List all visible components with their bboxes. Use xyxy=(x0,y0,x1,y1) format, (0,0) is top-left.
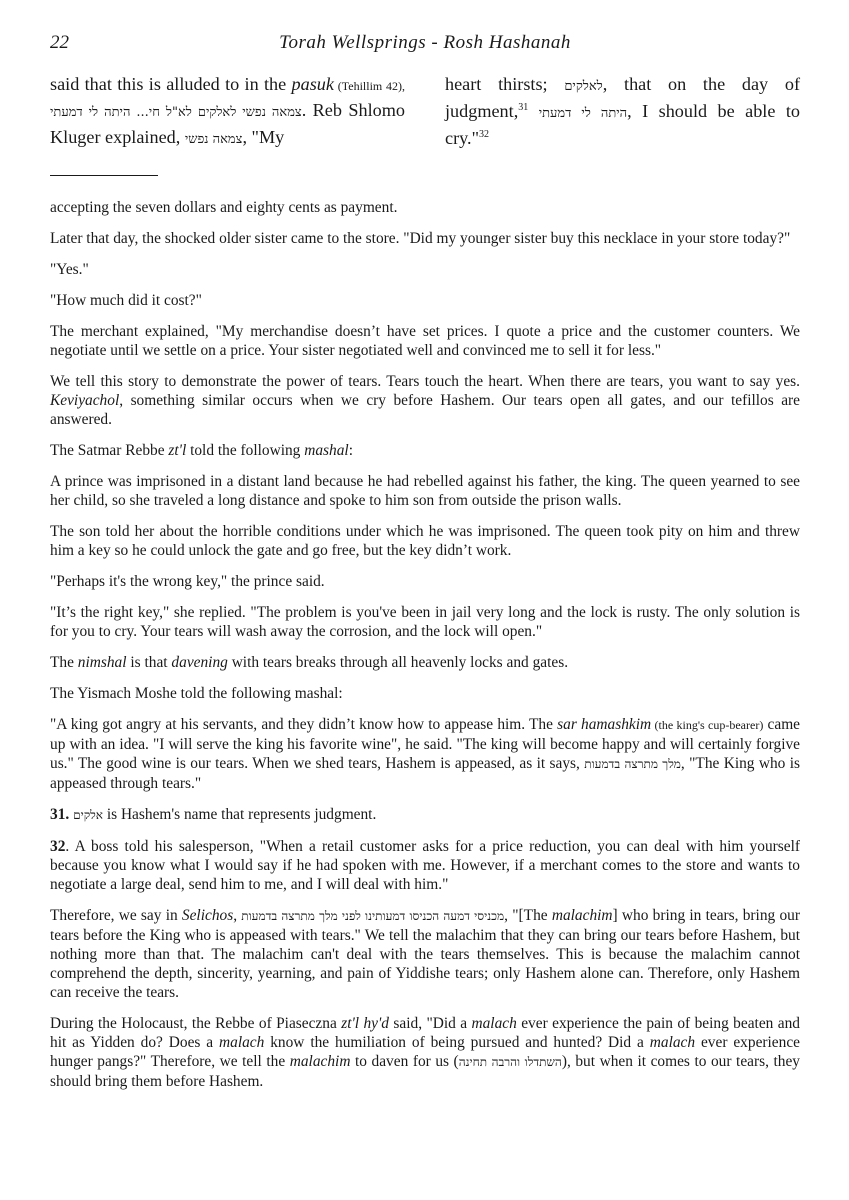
footnote-paragraph xyxy=(50,372,800,429)
italic-term: davening xyxy=(171,654,228,671)
footnote-paragraph: The son told her about the horrible conditions under which he was imprisoned. The queen took pity on him and threw him a key so he could unlock the gate and go free, but the key didn’t work. xyxy=(50,523,800,559)
italic-term: pasuk xyxy=(291,74,334,94)
hebrew-quote: לאלקים xyxy=(564,79,603,94)
text-run: . Reb Shlomo Kluger explained, xyxy=(50,100,405,147)
hebrew-quote: מכניסי דמעה הכניסו דמעותינו לפני מלך מתרצה בדמעות xyxy=(241,909,505,923)
page-header xyxy=(50,32,800,60)
text-run: , "My xyxy=(242,127,285,147)
footnote-paragraph: "How much did it cost?" xyxy=(50,292,202,309)
text-run: , "[The xyxy=(504,907,552,924)
text-run: to daven for us ( xyxy=(350,1053,459,1070)
text-run: said that this is alluded to in the xyxy=(50,74,292,94)
text-run: came up with an idea. "I will serve the king his favorite wine", he said. "The king will become happy and will certainly forgive us." The good wine is our tears. When we shed tears, Hashem is appeased, as it says, xyxy=(50,716,800,772)
footnote-marker[interactable]: 32 xyxy=(479,128,490,140)
italic-term: malachim xyxy=(551,907,613,924)
text-run: know the humiliation of being pursued and hunted? Did a xyxy=(264,1034,650,1051)
italic-term: sar hamashkim xyxy=(557,716,652,733)
main-text-right-column xyxy=(445,72,800,150)
text-run: heart thirsts; xyxy=(445,74,565,94)
hebrew-quote: היתה לי דמעתי xyxy=(538,106,628,121)
main-text-columns xyxy=(50,72,800,152)
footnote-paragraph: A prince was imprisoned in a distant land because he had rebelled against his father, the king. The queen yearned to see her child, so she traveled a long distance and spoke to him son from outside the prison walls. xyxy=(50,473,800,509)
hebrew-quote: צמאה נפשי לאלקים לא"ל חי... היתה לי דמעתי xyxy=(50,105,302,120)
italic-term: zt'l xyxy=(168,442,187,459)
citation: (Tehillim 42), xyxy=(333,79,405,93)
running-title: Torah Wellsprings - Rosh Hashanah xyxy=(279,32,571,53)
footnote-32 xyxy=(50,837,800,894)
text-run: "A king got angry at his servants, and they didn’t know how to appease him. The xyxy=(50,716,558,733)
text-run: , "The King who is appeased through tears." xyxy=(50,755,800,792)
italic-term: Selichos xyxy=(181,907,234,924)
text-run: , xyxy=(233,907,242,924)
text-run: ), but when it comes to our tears, they should bring them before Hashem. xyxy=(50,1053,800,1090)
italic-term: malach xyxy=(649,1034,696,1051)
footnote-paragraph xyxy=(50,653,800,672)
text-run: ever experience the pain of being beaten and hit as Yidden do? Does a xyxy=(50,1015,800,1051)
parenthetical-note: (the king's cup-bearer) xyxy=(651,718,764,732)
footnote-paragraph xyxy=(50,441,800,460)
footnote-separator xyxy=(50,175,158,176)
text-run xyxy=(528,101,538,121)
italic-term: nimshal xyxy=(77,654,127,671)
text-run: is Hashem's name that represents judgment. xyxy=(102,806,377,823)
footnote-number: 31 xyxy=(50,806,66,823)
hebrew-quote: צמאה נפשי xyxy=(184,132,243,147)
main-text-left-column xyxy=(50,72,405,152)
text-run: : xyxy=(348,442,353,459)
hebrew-quote: מלך מתרצה בדמעות xyxy=(584,757,681,771)
italic-term: malach xyxy=(219,1034,265,1051)
text-run: , that on the day of judgment, xyxy=(445,74,800,121)
footnote-number: 32 xyxy=(50,838,66,855)
text-run: , something similar occurs when we cry before Hashem. Our tears open all gates, and our tefillos are answered. xyxy=(50,392,800,428)
footnote-31: 31. אלקים is Hashem's name that represents judgment. xyxy=(50,806,377,823)
italic-term: malach xyxy=(471,1015,517,1032)
text-run: with tears breaks through all heavenly locks and gates. xyxy=(227,654,569,671)
footnote-paragraph: Later that day, the shocked older sister came to the store. "Did my younger sister buy this necklace in your store today?" xyxy=(50,230,791,247)
text-run: ever experience hunger pangs?" Therefore, we tell the xyxy=(50,1034,800,1070)
footnote-paragraph xyxy=(50,715,800,793)
text-run: said, "Did a xyxy=(388,1015,472,1032)
footnote-paragraph: "It’s the right key," she replied. "The problem is you've been in jail very long and the lock is rusty. The only solution is for you to cry. Your tears will wash away the corrosion, and the lock will open." xyxy=(50,604,800,640)
italic-term: Keviyachol xyxy=(50,392,120,409)
text-run: We tell this story to demonstrate the power of tears. Tears touch the heart. When there are tears, you want to say yes. xyxy=(50,373,800,390)
footnotes-section xyxy=(50,198,800,1103)
hebrew-quote: אלקים xyxy=(73,808,103,822)
text-run: Therefore, we say in xyxy=(50,907,182,924)
footnote-paragraph: accepting the seven dollars and eighty cents as payment. xyxy=(50,199,398,216)
hebrew-quote: השתדלו והרבה תחינה xyxy=(458,1055,562,1069)
italic-term: mashal xyxy=(304,442,349,459)
text-run: told the following xyxy=(186,442,305,459)
text-run: , I should be able to cry." xyxy=(445,101,801,148)
text-run: . A boss told his salesperson, "When a retail customer asks for a price reduction, you can deal with him yourself because you know what I would say if he had spoken with me. However, if a merchant comes to the store and wants to negotiate a large deal, send him to me, and I will deal with him." xyxy=(50,838,800,893)
footnote-paragraph: The Yismach Moshe told the following mashal: xyxy=(50,685,343,702)
footnote-marker[interactable]: 31 xyxy=(518,101,529,113)
footnote-paragraph xyxy=(50,1014,800,1091)
italic-term: malachim xyxy=(289,1053,351,1070)
text-run: is that xyxy=(126,654,172,671)
text-run: During the Holocaust, the Rebbe of Piaseczna xyxy=(50,1015,342,1032)
footnote-paragraph: "Perhaps it's the wrong key," the prince said. xyxy=(50,573,325,590)
text-run: The xyxy=(50,654,78,671)
text-run: The Satmar Rebbe xyxy=(50,442,169,459)
footnote-paragraph: The merchant explained, "My merchandise doesn’t have set prices. I quote a price and the customer counters. We negotiate until we settle on a price. Your sister negotiated well and convinced me to sell it for less." xyxy=(50,323,800,359)
footnote-paragraph xyxy=(50,906,800,1002)
footnote-paragraph: "Yes." xyxy=(50,261,89,278)
text-run: ] who bring in tears, bring our tears before the King who is appeased with tears." We tell the malachim that they can bring our tears before Hashem, but nothing more than that. The malachim can't deal with the tears themselves. This is because the malachim cannot comprehend the depth, sincerity, yearning, and pain of Yiddishe tears; only Hashem alone can. Therefore, only Hashem can receive the tears. xyxy=(50,907,800,1001)
italic-term: zt'l hy'd xyxy=(341,1015,389,1032)
page-number: 22 xyxy=(50,32,69,53)
